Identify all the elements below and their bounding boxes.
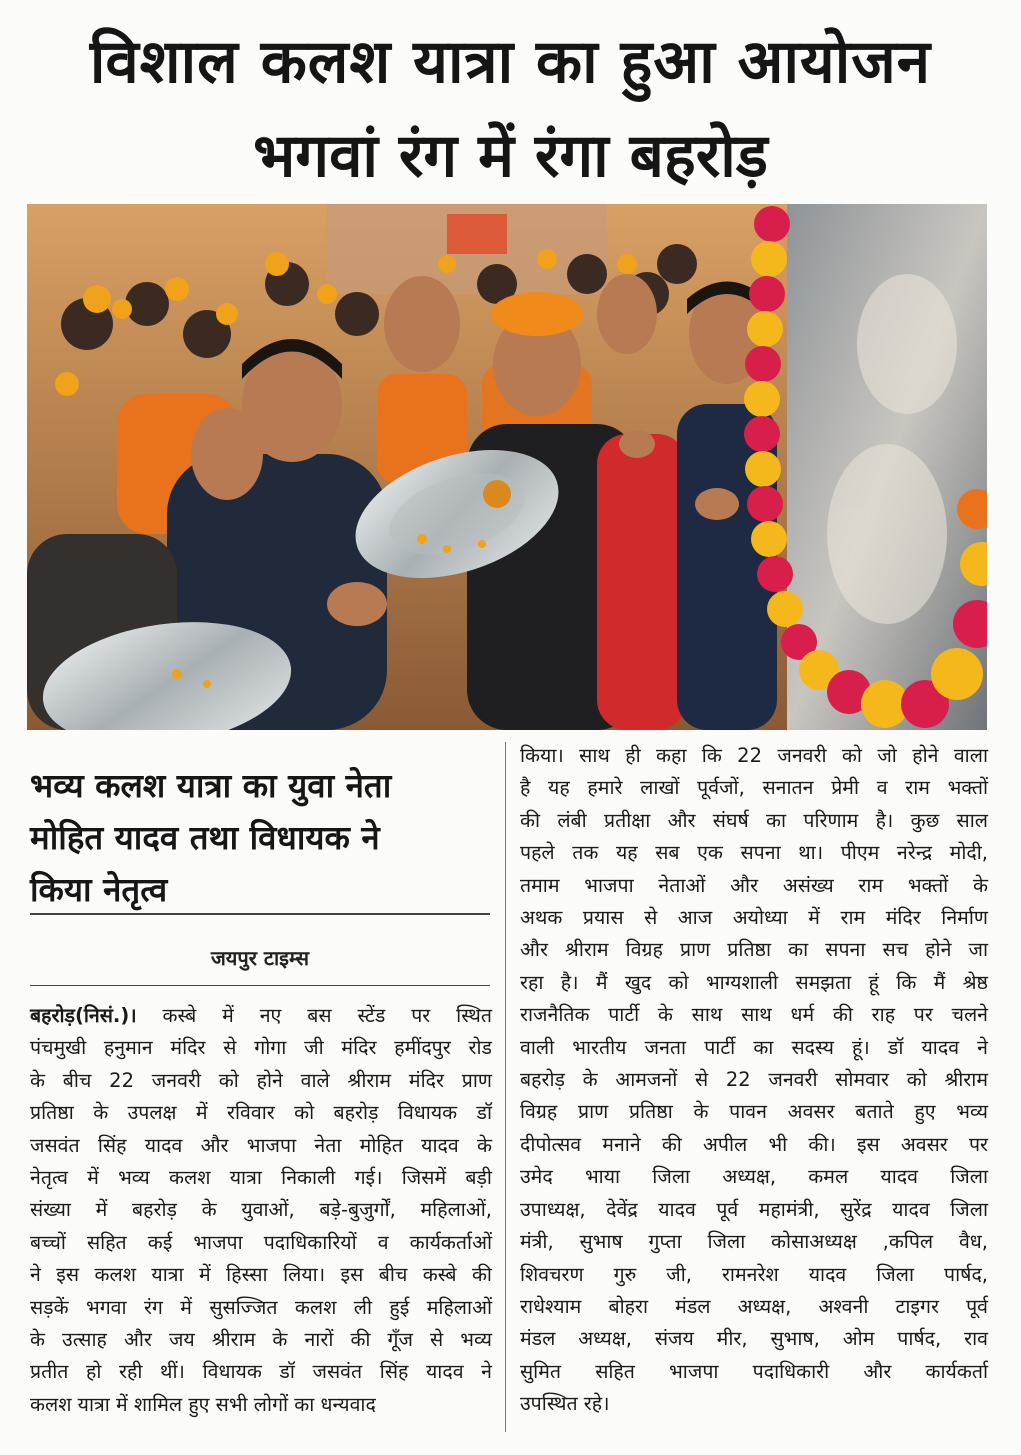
article-line: [30, 1324, 492, 1356]
article-line: [520, 934, 988, 966]
news-photo: [27, 204, 987, 730]
article-line-text: और श्रीराम विग्रह प्राण प्रतिष्ठा का सपना सच होने जा: [520, 938, 988, 962]
article-line-text: विग्रह प्राण प्रतिष्ठा के पावन अवसर बताते हुए भव्य: [520, 1100, 988, 1124]
article-column-left: [30, 1000, 492, 1421]
article-line-text: वाली भारतीय जनता पार्टी का सदस्य हूं। डॉ यादव ने: [520, 1035, 988, 1059]
article-line: [30, 1356, 492, 1388]
article-line-text: राजनैतिक पार्टी के साथ साथ धर्म की राह पर चलने: [520, 1003, 988, 1027]
article-column-right: [520, 740, 988, 1421]
subheadline-line-1: भव्य कलश यात्रा का युवा नेता: [30, 766, 392, 805]
article-line: [520, 1291, 988, 1323]
article-line-text: नेतृत्व में भव्य कलश यात्रा निकाली गई। जिसमें बड़ी: [30, 1166, 492, 1190]
article-line-text: बच्चों सहित कई भाजपा पदाधिकारियों व कार्यकर्ताओं: [30, 1230, 492, 1254]
article-line: [520, 1226, 988, 1258]
article-line: [520, 1356, 988, 1388]
byline-rule: [30, 985, 490, 986]
article-line-text: बहरोड़ के आमजनों से 22 जनवरी सोमवार को श्रीराम: [520, 1068, 988, 1092]
byline: जयपुर टाइम्स: [210, 946, 310, 970]
article-line: [520, 837, 988, 869]
article-line-text: की लंबी प्रतीक्षा और संघर्ष का परिणाम है। कुछ साल: [520, 808, 988, 832]
article-line: [30, 1292, 492, 1324]
article-line-text: ने इस कलश यात्रा में हिस्सा लिया। इस बीच कस्बे की: [30, 1263, 492, 1287]
article-line: [520, 1161, 988, 1193]
article-line: [520, 1323, 988, 1355]
subheadline-line-3: किया नेतृत्व: [30, 870, 168, 909]
article-line-text: सुमित सहित भाजपा पदाधिकारी और कार्यकर्ता: [520, 1359, 988, 1383]
article-line-text: के उत्साह और जय श्रीराम के नारों की गूँज से भव्य: [30, 1328, 492, 1352]
article-line: [30, 1065, 492, 1097]
article-line-text: उपस्थित रहे।: [520, 1392, 610, 1416]
article-line: [30, 1162, 492, 1194]
article-line: [30, 1259, 492, 1291]
article-line: [30, 1194, 492, 1226]
article-line: [30, 1227, 492, 1259]
article-line-text: उमेद भाया जिला अध्यक्ष, कमल यादव जिला: [520, 1165, 988, 1189]
subheadline-rule: [30, 913, 490, 915]
article-line-text: शिवचरण गुरु जी, रामनरेश यादव जिला पार्षद,: [520, 1262, 988, 1286]
article-line: [520, 772, 988, 804]
article-line-text: कस्बे में नए बस स्टेंड पर स्थित: [162, 1004, 492, 1027]
article-line: [30, 1000, 492, 1032]
headline-line-1: विशाल कलश यात्रा का हुआ आयोजन: [89, 27, 932, 97]
article-line-text: संख्या में बहरोड़ के युवाओं, बड़े-बुजुर्गों, महिलाओं,: [30, 1198, 492, 1222]
article-line-text: है यह हमारे लाखों पूर्वजों, सनातन प्रेमी व राम भक्तों: [520, 776, 988, 800]
article-line-text: के बीच 22 जनवरी को होने वाले श्रीराम मंदिर प्राण: [30, 1068, 492, 1092]
headline-line-2: भगवां रंग में रंगा बहरोड़: [253, 121, 768, 191]
article-line: [520, 1194, 988, 1226]
article-line-text: पंचमुखी हनुमान मंदिर से गोगा जी मंदिर हमींदपुर रोड: [30, 1036, 492, 1060]
article-line-text: पहले तक यह सब एक सपना था। पीएम नरेन्द्र मोदी,: [520, 841, 988, 865]
article-line-text: सड़कें भगवा रंग में सुसज्जित कलश ली हुई महिलाओं: [30, 1295, 492, 1319]
subheadline: [30, 760, 495, 916]
article-line-text: राधेश्याम बोहरा मंडल अध्यक्ष, अश्वनी टाइगर पूर्व: [520, 1294, 988, 1318]
article-line: [520, 740, 988, 772]
article-line: [520, 967, 988, 999]
article-line-text: प्रतीत हो रही थीं। विधायक डॉ जसवंत सिंह यादव ने: [30, 1360, 492, 1384]
article-line: [520, 902, 988, 934]
article-line-text: प्रतिष्ठा के उपलक्ष में रविवार को बहरोड़ विधायक डॉ: [30, 1101, 492, 1125]
article-line: [520, 1129, 988, 1161]
article-line: [520, 1064, 988, 1096]
article-line-text: अथक प्रयास से आज अयोध्या में राम मंदिर निर्माण: [520, 906, 988, 930]
article-line-text: जसवंत सिंह यादव और भाजपा नेता मोहित यादव के: [30, 1133, 492, 1157]
article-line: [520, 1032, 988, 1064]
article-line: [520, 1259, 988, 1291]
article-line-text: मंत्री, सुभाष गुप्ता जिला कोसाअध्यक्ष ,कपिल वैध,: [520, 1230, 988, 1254]
article-line-text: मंडल अध्यक्ष, संजय मीर, सुभाष, ओम पार्षद, राव: [520, 1327, 988, 1351]
article-line: [520, 1096, 988, 1128]
article-line: [30, 1130, 492, 1162]
article-line-text: तमाम भाजपा नेताओं और असंख्य राम भक्तों के: [520, 873, 988, 897]
article-line: [30, 1389, 492, 1421]
article-line: [520, 1388, 988, 1420]
article-line-text: उपाध्यक्ष, देवेंद्र यादव पूर्व महामंत्री, सुरेंद्र यादव जिला: [520, 1197, 988, 1221]
article-line: [30, 1032, 492, 1064]
article-line: [520, 999, 988, 1031]
article-line-text: कलश यात्रा में शामिल हुए सभी लोगों का धन्यवाद: [30, 1392, 376, 1416]
dateline: बहरोड़(निसं.)।: [30, 1004, 137, 1027]
subheadline-line-2: मोहित यादव तथा विधायक ने: [30, 818, 380, 857]
article-line-text: किया। साथ ही कहा कि 22 जनवरी को जो होने वाला: [520, 744, 988, 767]
article-line: [520, 805, 988, 837]
article-line-text: रहा है। मैं खुद को भाग्यशाली समझता हूं कि मैं श्रेष्ठ: [520, 970, 988, 994]
article-line: [30, 1097, 492, 1129]
article-line: [520, 870, 988, 902]
article-line-text: दीपोत्सव मनाने की अपील भी की। इस अवसर पर: [520, 1132, 988, 1156]
column-divider: [505, 742, 506, 1432]
